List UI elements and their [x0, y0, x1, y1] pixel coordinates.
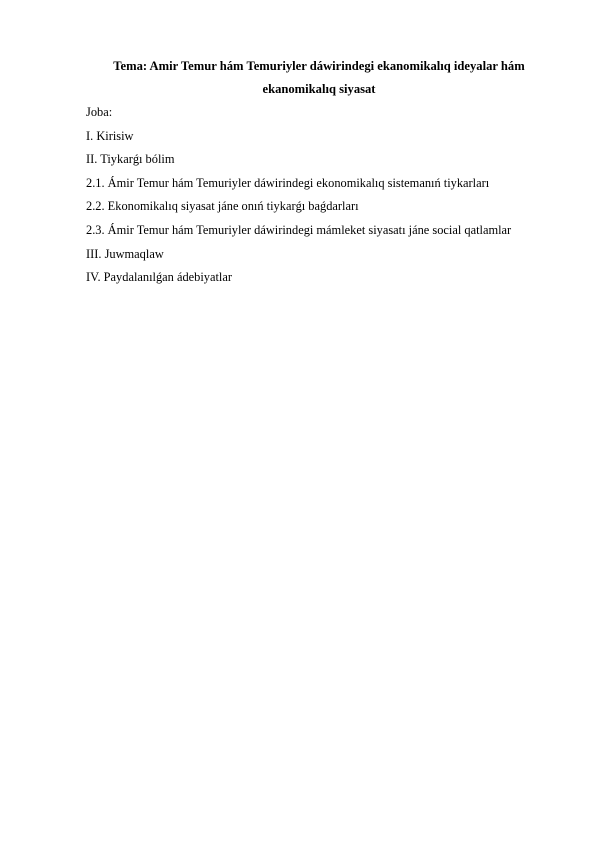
plan-item-references: IV. Paydalanılǵan ádebiyatlar	[86, 270, 233, 285]
plan-label: Joba:	[86, 105, 113, 119]
document-title: Tema: Amir Temur hám Temuriyler dáwirindegi ekanomikalıq ideyalar hám ekanomikalıq siyasat	[113, 59, 525, 96]
document-content	[86, 55, 552, 290]
plan-item-2-3: 2.3. Ámir Temur hám Temuriyler dáwirindegi mámleket siyasatı jáne social qatlamlar	[86, 222, 512, 237]
plan-item-main-part: II. Tiykarǵı bólim	[86, 152, 175, 167]
plan-item-conclusion: III. Juwmaqlaw	[86, 246, 164, 261]
plan-item-2-2: 2.2. Ekonomikalıq siyasat jáne onıń tiykarǵı baǵdarları	[86, 199, 359, 214]
plan-item-2-1: 2.1. Ámir Temur hám Temuriyler dáwirindegi ekonomikalıq sistemanıń tiykarları	[86, 175, 490, 190]
plan-item-introduction: I. Kirisiw	[86, 128, 134, 143]
